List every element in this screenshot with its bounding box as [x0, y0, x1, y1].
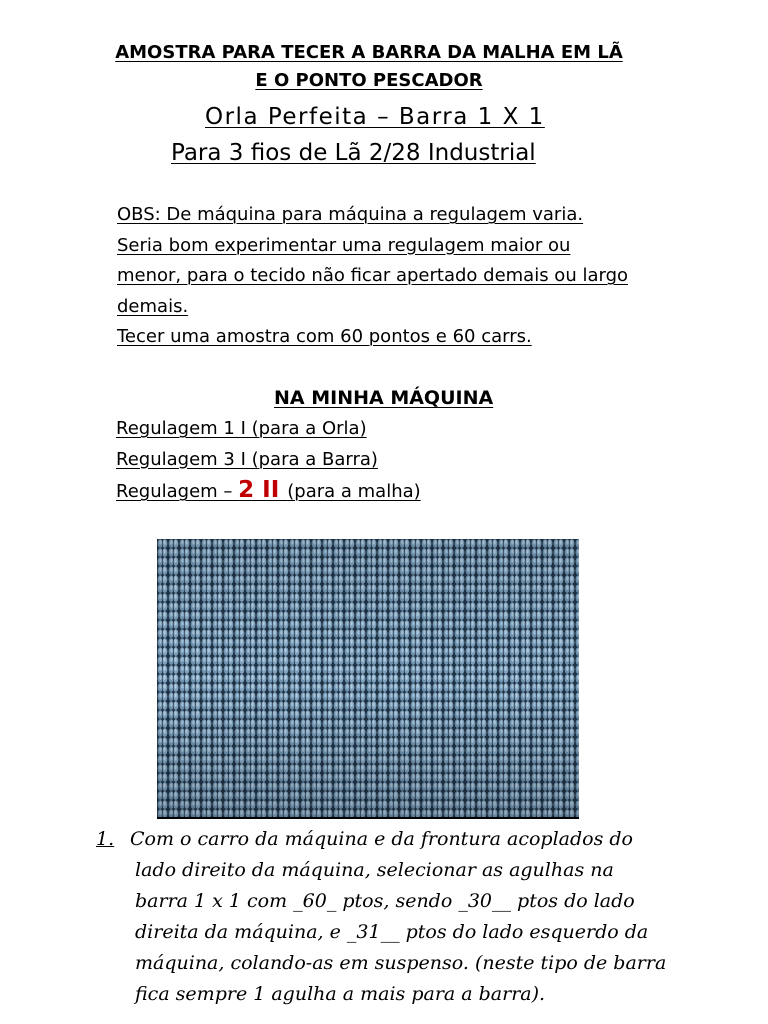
- step-line: lado direito da máquina, selecionar as agulhas na: [135, 859, 614, 881]
- setting-malha-value: 2 II: [238, 477, 288, 503]
- document-title-line-2: E O PONTO PESCADOR: [255, 70, 483, 91]
- observation-block: [117, 200, 717, 353]
- obs-line: menor, para o tecido não ficar apertado demais ou largo: [117, 265, 629, 286]
- step-line: direita da máquina, e _31__ ptos do lado esquerdo da: [135, 921, 649, 943]
- setting-barra: Regulagem 3 I (para a Barra): [116, 448, 378, 470]
- step-line: Com o carro da máquina e da frontura acoplados do: [130, 828, 633, 850]
- obs-line: demais.: [117, 295, 189, 317]
- step-text: [130, 824, 666, 1010]
- machine-heading: NA MINHA MÁQUINA: [274, 387, 494, 409]
- obs-line: Tecer uma amostra com 60 pontos e 60 carrs.: [117, 326, 532, 347]
- step-line: fica sempre 1 agulha a mais para a barra).: [135, 983, 546, 1005]
- knit-texture: [157, 539, 579, 817]
- setting-orla: Regulagem 1 I (para a Orla): [116, 418, 367, 439]
- subtitle-orla: Orla Perfeita – Barra 1 X 1: [205, 104, 545, 130]
- step-number: 1.: [96, 828, 115, 850]
- step-line: máquina, colando-as em suspenso. (neste tipo de barra: [135, 952, 667, 974]
- obs-line: Seria bom experimentar uma regulagem maior ou: [117, 234, 571, 256]
- setting-malha-suffix: (para a malha): [287, 481, 421, 502]
- obs-line: OBS: De máquina para máquina a regulagem varia.: [117, 204, 584, 225]
- setting-malha: [116, 475, 421, 508]
- subtitle-yarn: Para 3 fios de Lã 2/28 Industrial: [171, 140, 536, 166]
- document-title-line-1: AMOSTRA PARA TECER A BARRA DA MALHA EM LÃ: [115, 42, 623, 63]
- setting-malha-prefix: Regulagem –: [116, 481, 239, 502]
- machine-settings: [116, 414, 421, 508]
- step-line: barra 1 x 1 com _60_ ptos, sendo _30__ ptos do lado: [135, 890, 635, 912]
- knitted-rib-swatch-image: [157, 539, 579, 819]
